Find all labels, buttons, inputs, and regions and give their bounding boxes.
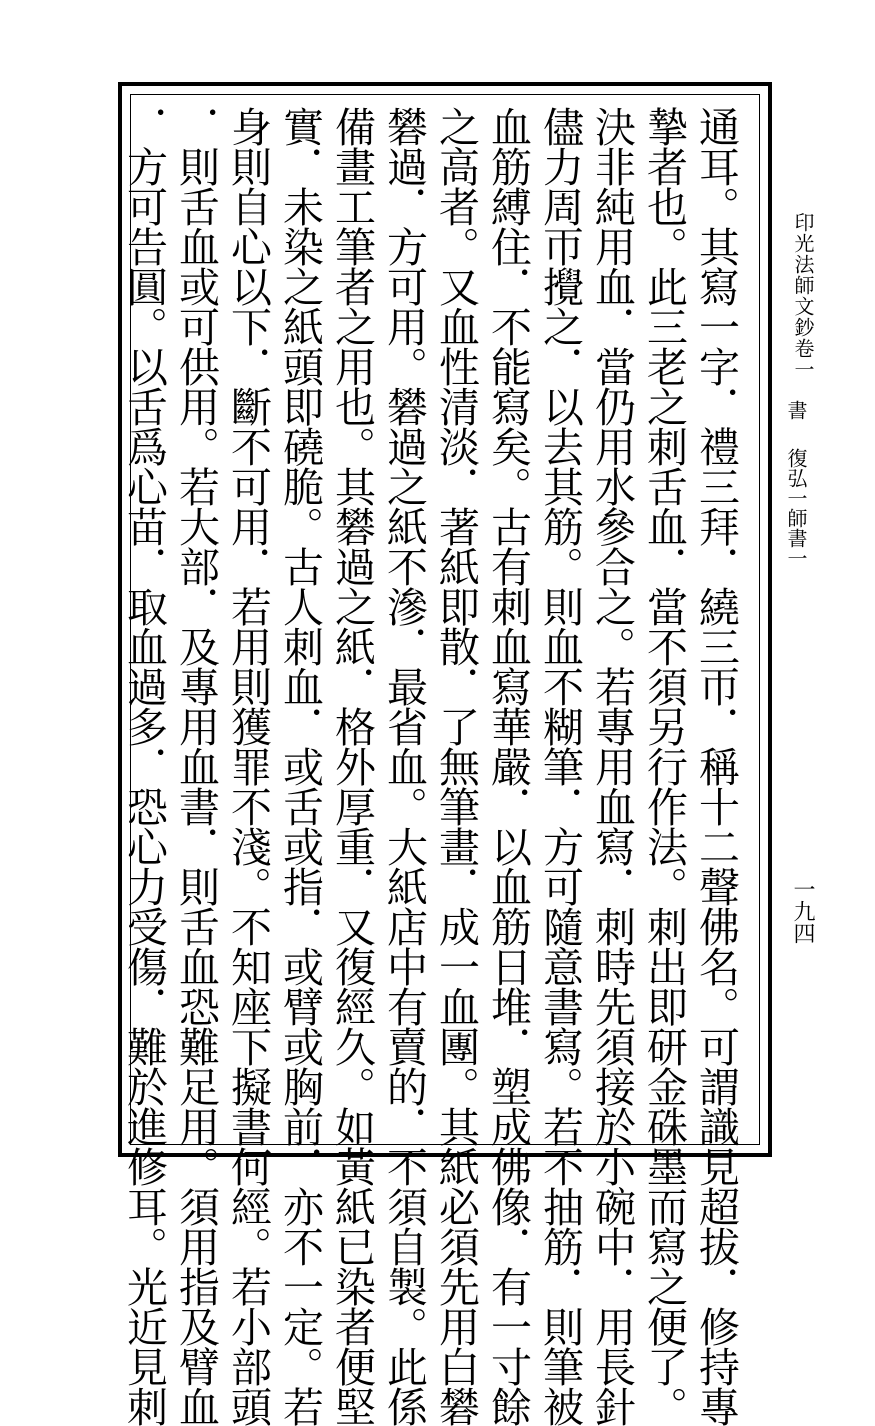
text-column-1: 通耳。其寫一字．禮三拜．繞三帀．稱十二聲佛名。可謂識見超拔．修持專 (692, 106, 740, 1426)
letter-title: 復弘一師書一 (784, 448, 808, 568)
body-text (120, 106, 754, 1426)
text-column-7: 礬過．方可用。礬過之紙不滲．最省血。大紙店中有賣的．不須自製。此係 (380, 106, 428, 1426)
text-column-10: 身則自心以下．斷不可用．若用則獲罪不淺。不知座下擬書何經。若小部頭 (224, 106, 272, 1426)
text-column-8: 備畫工筆者之用也。其礬過之紙．格外厚重．又復經久。如黃紙已染者便堅 (328, 106, 376, 1426)
page-number: 一九四 (790, 878, 815, 944)
text-column-12: ．方可告圓。以舌爲心苗．取血過多．恐心力受傷．難於進修耳。光近見刺 (120, 106, 168, 1426)
text-column-4: 儘力周帀攪之．以去其筋。則血不糊筆．方可隨意書寫。若不抽筋．則筆被 (536, 106, 584, 1426)
text-column-2: 摯者也。此三老之刺舌血．當不須另行作法。刺出即研金硃墨而寫之便了。 (640, 106, 688, 1426)
text-column-6: 之高者。又血性清淡．著紙即散．了無筆畫．成一血團。其紙必須先用白礬 (432, 106, 480, 1426)
text-column-3: 決非純用血．當仍用水參合之。若專用血寫．刺時先須接於小碗中．用長針 (588, 106, 636, 1426)
text-column-9: 實．未染之紙頭即磽脆。古人刺血．或舌或指．或臂或胸前．亦不一定。若 (276, 106, 324, 1426)
text-column-11: ．則舌血或可供用。若大部．及專用血書．則舌血恐難足用。須用指及臂血 (172, 106, 220, 1426)
book-title: 印光法師文鈔卷一 (791, 212, 815, 380)
text-column-5: 血筋縛住．不能寫矣。古有刺血寫華嚴．以血筋日堆．塑成佛像．有一寸餘 (484, 106, 532, 1426)
section-label: 書 (784, 400, 808, 420)
margin-header (782, 212, 818, 568)
